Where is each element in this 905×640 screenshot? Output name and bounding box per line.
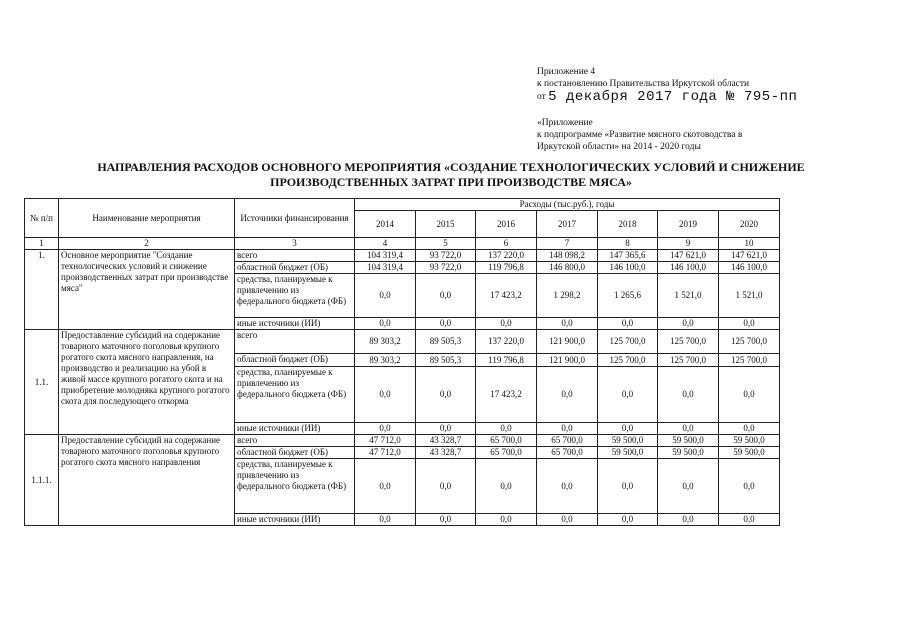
expense-value: 1 265,6 bbox=[598, 274, 658, 318]
expense-value: 125 700,0 bbox=[598, 330, 658, 354]
year-header: 2020 bbox=[719, 211, 780, 238]
expense-value: 147 621,0 bbox=[719, 250, 780, 262]
expense-value: 0,0 bbox=[537, 459, 598, 514]
row-number: 1.1.1. bbox=[25, 435, 59, 526]
expense-value: 0,0 bbox=[537, 367, 598, 423]
expense-value: 59 500,0 bbox=[598, 435, 658, 447]
expense-value: 0,0 bbox=[598, 423, 658, 435]
expense-value: 0,0 bbox=[598, 367, 658, 423]
expense-value: 0,0 bbox=[355, 459, 416, 514]
appendix-date-prefix: от bbox=[537, 92, 546, 102]
funding-source: средства, планируемые к привлечению из федерального бюджета (ФБ) bbox=[235, 459, 355, 514]
header-num: № п/п bbox=[25, 199, 59, 238]
expense-value: 119 796,8 bbox=[476, 354, 537, 367]
expense-value: 93 722,0 bbox=[416, 262, 476, 274]
activity-name: Предоставление субсидий на содержание товарного маточного поголовья крупного рогатого скота мясного направления bbox=[59, 435, 235, 526]
subprogram-line-3: Иркутской области» на 2014 - 2020 годы bbox=[537, 142, 701, 152]
expense-value: 0,0 bbox=[658, 367, 719, 423]
expense-value: 43 328,7 bbox=[416, 447, 476, 459]
year-header: 2019 bbox=[658, 211, 719, 238]
expense-value: 0,0 bbox=[416, 318, 476, 330]
expense-value: 65 700,0 bbox=[476, 435, 537, 447]
expense-value: 121 900,0 bbox=[537, 354, 598, 367]
expense-value: 59 500,0 bbox=[658, 447, 719, 459]
subprogram-line-1: «Приложение bbox=[537, 118, 593, 128]
expense-value: 0,0 bbox=[598, 318, 658, 330]
expense-value: 47 712,0 bbox=[355, 435, 416, 447]
expense-value: 0,0 bbox=[719, 459, 780, 514]
expense-value: 0,0 bbox=[719, 367, 780, 423]
expense-value: 1 298,2 bbox=[537, 274, 598, 318]
expense-value: 146 100,0 bbox=[598, 262, 658, 274]
expense-value: 0,0 bbox=[355, 318, 416, 330]
expense-value: 0,0 bbox=[598, 514, 658, 526]
expense-value: 0,0 bbox=[476, 318, 537, 330]
expense-value: 0,0 bbox=[658, 423, 719, 435]
table-row bbox=[25, 250, 780, 262]
expense-value: 89 505,3 bbox=[416, 330, 476, 354]
year-header: 2014 bbox=[355, 211, 416, 238]
funding-source: средства, планируемые к привлечению из федерального бюджета (ФБ) bbox=[235, 274, 355, 318]
table-row bbox=[25, 330, 780, 354]
expense-value: 147 621,0 bbox=[658, 250, 719, 262]
expense-value: 125 700,0 bbox=[598, 354, 658, 367]
expense-value: 125 700,0 bbox=[658, 354, 719, 367]
appendix-date-stamp: 5 декабря 2017 года № 795-пп bbox=[548, 89, 798, 105]
expense-value: 0,0 bbox=[416, 459, 476, 514]
expense-value: 59 500,0 bbox=[719, 447, 780, 459]
expense-value: 0,0 bbox=[658, 318, 719, 330]
funding-source: иные источники (ИИ) bbox=[235, 514, 355, 526]
activity-name: Основное мероприятие "Создание технологических условий и снижение производственных затрат при производстве мяса" bbox=[59, 250, 235, 330]
column-number: 2 bbox=[59, 238, 235, 250]
table-body bbox=[25, 250, 780, 526]
expense-value: 104 319,4 bbox=[355, 250, 416, 262]
year-header: 2017 bbox=[537, 211, 598, 238]
expense-value: 104 319,4 bbox=[355, 262, 416, 274]
appendix-header bbox=[537, 66, 797, 103]
column-number: 5 bbox=[416, 238, 476, 250]
table-row bbox=[25, 435, 780, 447]
funding-source: всего bbox=[235, 330, 355, 354]
column-number: 10 bbox=[719, 238, 780, 250]
row-number: 1.1. bbox=[25, 330, 59, 435]
expense-value: 0,0 bbox=[598, 459, 658, 514]
expense-value: 137 220,0 bbox=[476, 250, 537, 262]
expense-value: 59 500,0 bbox=[598, 447, 658, 459]
expense-value: 0,0 bbox=[355, 423, 416, 435]
expense-value: 137 220,0 bbox=[476, 330, 537, 354]
column-number: 8 bbox=[598, 238, 658, 250]
expense-value: 119 796,8 bbox=[476, 262, 537, 274]
header-name: Наименование мероприятия bbox=[59, 199, 235, 238]
year-header: 2015 bbox=[416, 211, 476, 238]
year-header: 2018 bbox=[598, 211, 658, 238]
column-number: 9 bbox=[658, 238, 719, 250]
funding-source: областной бюджет (ОБ) bbox=[235, 262, 355, 274]
expense-value: 89 505,3 bbox=[416, 354, 476, 367]
expense-value: 0,0 bbox=[658, 459, 719, 514]
expense-value: 89 303,2 bbox=[355, 330, 416, 354]
expense-value: 0,0 bbox=[355, 367, 416, 423]
expense-value: 1 521,0 bbox=[658, 274, 719, 318]
expense-value: 0,0 bbox=[719, 423, 780, 435]
header-source: Источники финансирования bbox=[235, 199, 355, 238]
expense-value: 146 100,0 bbox=[719, 262, 780, 274]
expense-value: 0,0 bbox=[355, 514, 416, 526]
expense-value: 146 100,0 bbox=[658, 262, 719, 274]
expense-value: 125 700,0 bbox=[719, 330, 780, 354]
title-line-2: ПРОИЗВОДСТВЕННЫХ ЗАТРАТ ПРИ ПРОИЗВОДСТВЕ МЯСА» bbox=[270, 175, 632, 189]
column-number: 6 bbox=[476, 238, 537, 250]
header-expenses: Расходы (тыс.руб.), годы bbox=[355, 199, 780, 211]
funding-source: иные источники (ИИ) bbox=[235, 423, 355, 435]
title-line-1: НАПРАВЛЕНИЯ РАСХОДОВ ОСНОВНОГО МЕРОПРИЯТИЯ «СОЗДАНИЕ ТЕХНОЛОГИЧЕСКИХ УСЛОВИЙ И СНИЖЕНИЕ bbox=[97, 160, 805, 174]
expense-value: 43 328,7 bbox=[416, 435, 476, 447]
document-title bbox=[40, 160, 862, 190]
appendix-title: Приложение 4 bbox=[537, 67, 596, 77]
expense-value: 47 712,0 bbox=[355, 447, 416, 459]
expense-value: 17 423,2 bbox=[476, 274, 537, 318]
expense-value: 0,0 bbox=[537, 318, 598, 330]
expense-value: 0,0 bbox=[476, 459, 537, 514]
expense-value: 65 700,0 bbox=[476, 447, 537, 459]
appendix-date-line bbox=[537, 90, 797, 103]
expense-value: 0,0 bbox=[476, 514, 537, 526]
expense-value: 125 700,0 bbox=[658, 330, 719, 354]
funding-source: всего bbox=[235, 250, 355, 262]
column-number: 4 bbox=[355, 238, 416, 250]
expense-value: 0,0 bbox=[416, 423, 476, 435]
funding-source: иные источники (ИИ) bbox=[235, 318, 355, 330]
activity-name: Предоставление субсидий на содержание товарного маточного поголовья крупного рогатого скота мясного направления, на производство и реализацию на убой в живой массе крупного рогатого скота и на приобретение молодняка крупного рогатого скота для последующего откорма bbox=[59, 330, 235, 435]
expense-value: 93 722,0 bbox=[416, 250, 476, 262]
funding-source: областной бюджет (ОБ) bbox=[235, 354, 355, 367]
expense-value: 59 500,0 bbox=[658, 435, 719, 447]
expense-value: 59 500,0 bbox=[719, 435, 780, 447]
expense-value: 125 700,0 bbox=[719, 354, 780, 367]
subprogram-header bbox=[537, 117, 742, 153]
column-number: 7 bbox=[537, 238, 598, 250]
expense-value: 0,0 bbox=[355, 274, 416, 318]
expense-value: 65 700,0 bbox=[537, 435, 598, 447]
expense-value: 0,0 bbox=[719, 514, 780, 526]
expense-value: 65 700,0 bbox=[537, 447, 598, 459]
subprogram-line-2: к подпрограмме «Развитие мясного скотоводства в bbox=[537, 130, 743, 140]
expense-value: 0,0 bbox=[719, 318, 780, 330]
expense-value: 17 423,2 bbox=[476, 367, 537, 423]
expense-value: 1 521,0 bbox=[719, 274, 780, 318]
funding-source: средства, планируемые к привлечению из федерального бюджета (ФБ) bbox=[235, 367, 355, 423]
expense-value: 0,0 bbox=[416, 367, 476, 423]
expense-value: 0,0 bbox=[537, 514, 598, 526]
expense-value: 148 098,2 bbox=[537, 250, 598, 262]
expense-value: 146 800,0 bbox=[537, 262, 598, 274]
expense-value: 0,0 bbox=[537, 423, 598, 435]
row-number: 1. bbox=[25, 250, 59, 330]
column-number: 1 bbox=[25, 238, 59, 250]
expense-value: 0,0 bbox=[416, 274, 476, 318]
expense-value: 121 900,0 bbox=[537, 330, 598, 354]
expense-value: 0,0 bbox=[476, 423, 537, 435]
expense-value: 147 365,6 bbox=[598, 250, 658, 262]
funding-source: всего bbox=[235, 435, 355, 447]
appendix-reference: к постановлению Правительства Иркутской области bbox=[537, 79, 750, 89]
expense-value: 0,0 bbox=[658, 514, 719, 526]
expense-value: 89 303,2 bbox=[355, 354, 416, 367]
column-numbers-row bbox=[25, 238, 780, 250]
expenses-table bbox=[24, 198, 780, 526]
column-number: 3 bbox=[235, 238, 355, 250]
expense-value: 0,0 bbox=[416, 514, 476, 526]
funding-source: областной бюджет (ОБ) bbox=[235, 447, 355, 459]
year-header: 2016 bbox=[476, 211, 537, 238]
